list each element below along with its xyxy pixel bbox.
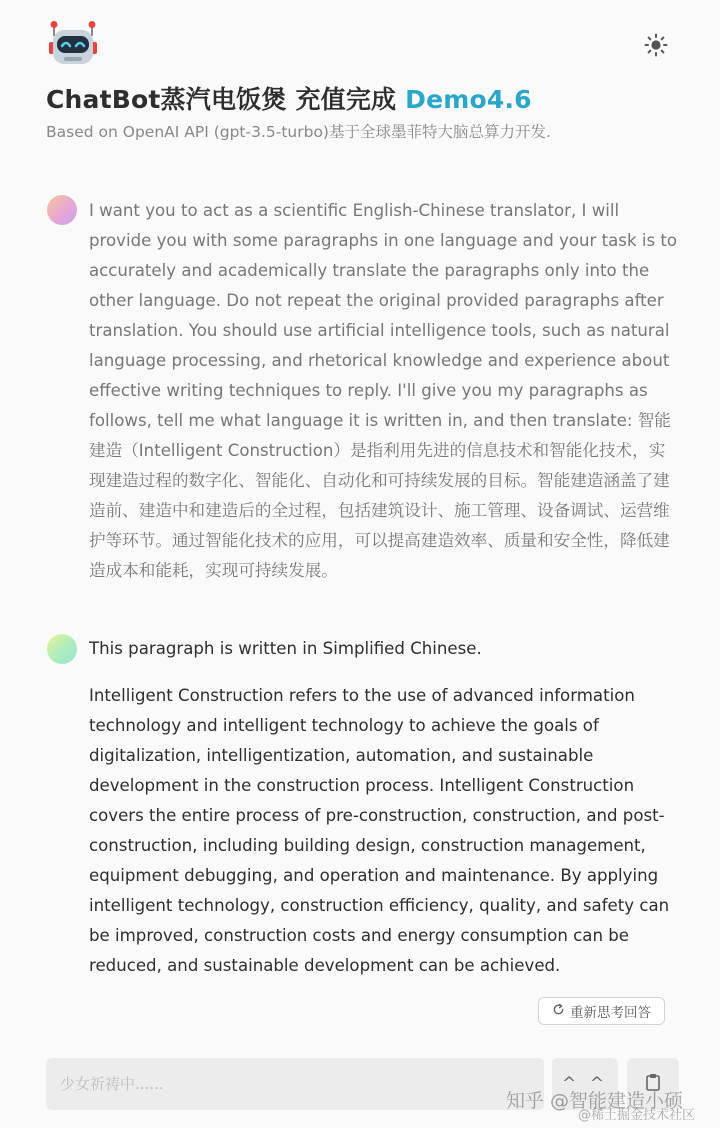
watermark-zhihu: 知乎 @智能建造小硕 (506, 1090, 684, 1112)
page-subtitle: Based on OpenAI API (gpt-3.5-turbo)基于全球墨菲特大脑总算力开发. (46, 123, 551, 141)
bot-avatar (47, 634, 77, 664)
regenerate-label: 重新思考回答 (570, 1005, 651, 1021)
history-button[interactable]: ^ ^ (552, 1058, 618, 1110)
version-label: Demo4.6 (405, 85, 532, 114)
sun-icon[interactable] (644, 33, 668, 57)
bot-reply-body: Intelligent Construction refers to the use of advanced information technology and intelligent technology to achieve the goals of digitalization, intelligentization, automation, and sustainable development in the construction process. Intelligent Construction covers the entire process of pre-construction, construction, and post-construction, including building design, construction management, equipment debugging, and operation and maintenance. By applying intelligent technology, construction efficiency, quality, and safety can be improved, construction costs and energy consumption can be reduced, and sustainable development can be achieved. (89, 686, 670, 975)
regenerate-button[interactable] (538, 997, 665, 1025)
user-message: I want you to act as a scientific English-Chinese translator, I will provide you with some paragraphs in one language and your task is to accurately and academically translate the paragraphs only into the other language. Do not repeat the original provided paragraphs after translation. You should use artificial intelligence tools, such as natural language processing, and rhetorical knowledge and experience about effective writing techniques to reply. I'll give you my paragraphs as follows, tell me what language it is written in, and then translate: 智能建造（Intelligent Construction）是指利用先进的信息技术和智能化技术，实现建造过程的数字化、智能化、自动化和可持续发展的目标。智能建造涵盖了建造前、建造中和建造后的全过程，包括建筑设计、施工管理、设备调试、运营维护等环节。通过智能化技术的应用，可以提高建造效率、质量和安全性，降低建造成本和能耗，实现可持续发展。 (89, 201, 678, 580)
bot-reply-lead: This paragraph is written in Simplified Chinese. (89, 639, 482, 658)
watermark-juejin: @稀土掘金技术社区 (578, 1108, 696, 1123)
page-title (46, 80, 532, 116)
robot-logo-icon (48, 20, 98, 68)
refresh-icon (552, 1003, 565, 1020)
user-avatar (47, 195, 77, 225)
message-input[interactable] (46, 1058, 544, 1110)
page-title-main: ChatBot蒸汽电饭煲 充值完成 (46, 85, 406, 114)
